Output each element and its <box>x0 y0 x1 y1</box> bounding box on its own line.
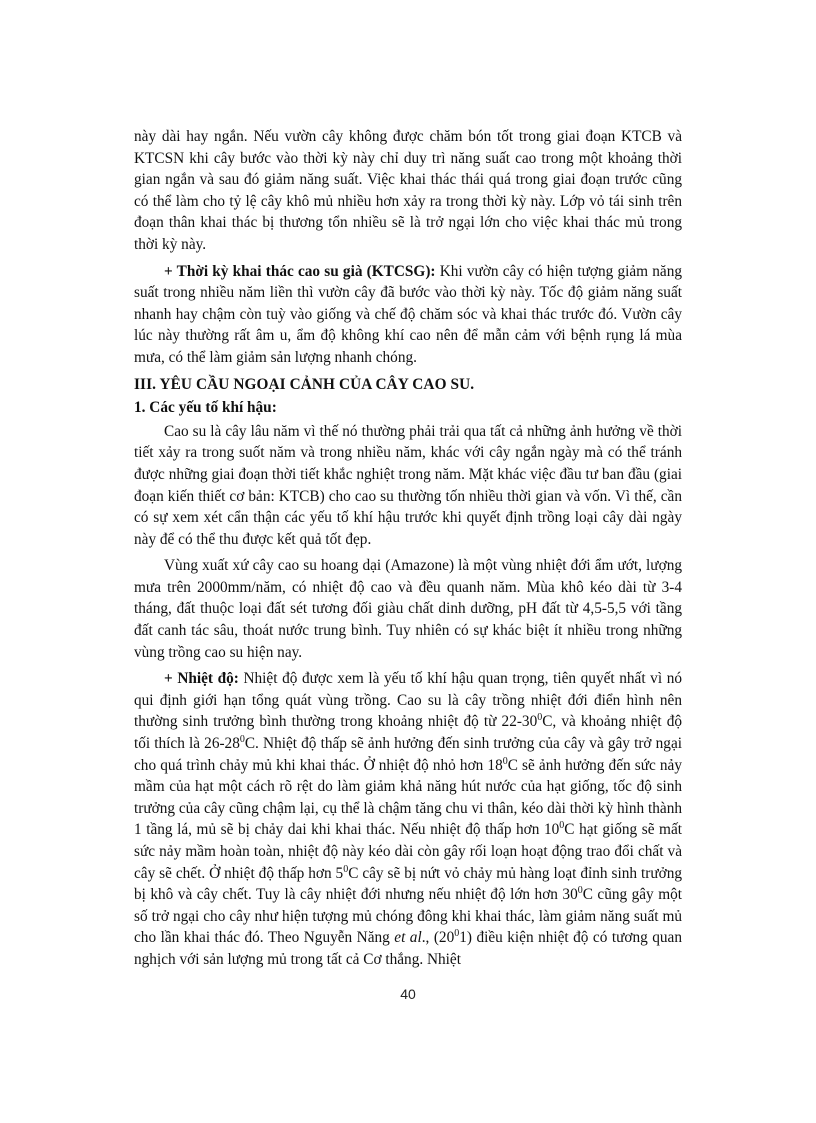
subsection-heading: 1. Các yếu tố khí hậu: <box>134 399 277 417</box>
degree-sup: 0 <box>502 755 508 767</box>
section-heading: III. YÊU CẦU NGOẠI CẢNH CỦA CÂY CAO SU. <box>134 375 475 393</box>
paragraph-climate: Cao su là cây lâu năm vì thế nó thường phải trải qua tất cả những ảnh hưởng về thời tiết xảy ra trong suốt năm và trong nhiều năm, khác với cây ngắn ngày mà có thể tránh được những giai đoạn thời tiết khắc nghiệt trong năm. Mặt khác việc đầu tư ban đầu (giai đoạn kiến thiết cơ bản: KTCB) cho cao su thường tốn nhiều thời gian và vốn. Vì thế, cần có sự xem xét cẩn thận các yếu tố khí hậu trước khi quyết định trồng loại cây dài ngày này để có thể thu được kết quả tốt đẹp. <box>134 422 682 548</box>
paragraph-origin: Vùng xuất xứ cây cao su hoang dại (Amazone) là một vùng nhiệt đới ẩm ướt, lượng mưa trên 2000mm/năm, có nhiệt độ cao và đều quanh năm. Mùa khô kéo dài từ 3-4 tháng, đất thuộc loại đất sét tương đối giàu chất dinh dưỡng, pH đất từ 4,5-5,5 với tầng đất canh tác sâu, thoát nước trung bình. Tuy nhiên có sự khác biệt ít nhiều trong những vùng trồng cao su hiện nay. <box>134 557 682 661</box>
degree-sup: 0 <box>559 820 565 832</box>
et-al: et al <box>394 929 422 947</box>
paragraph-ktcsg <box>134 261 682 369</box>
year-sup: 0 <box>454 928 460 940</box>
paragraph-lead: + Thời kỳ khai thác cao su già (KTCSG): <box>164 262 436 280</box>
paragraph-temperature: + Nhiệt độ: Nhiệt độ được xem là yếu tố khí hậu quan trọng, tiên quyết nhất vì nó qui định giới hạn tổng quát vùng trồng. Cao su là cây trồng nhiệt đới điển hình nên thường sinh trưởng bình thường trong khoảng nhiệt độ từ $22-30^0C$, và khoảng nhiệt độ tối thích là $26-28^0C$. Nhiệt độ thấp sẽ ảnh hưởng đến sinh trưởng của cây và gây trở ngại cho quá trình chảy mủ khi khai thác. Ở nhiệt độ nhỏ hơn $18^0C$ sẽ ảnh hưởng đến sức nảy mầm của hạt một cách rõ rệt do làm giảm khả năng hút nước của hạt giống, tốc độ sinh trưởng của cây cũng chậm lại, cụ thể là chậm tăng chu vi thân, kéo dài thời kỳ hình thành 1 tầng lá, mủ sẽ bị chảy dai khi khai thác. Nếu nhiệt độ thấp hơn $10^0C$ hạt giống sẽ mất sức nảy mầm hoàn toàn, nhiệt độ này kéo dài còn gây rối loạn hoạt động trao đổi chất và cây sẽ chết. Ở nhiệt độ thấp hơn $5^0C$ cây sẽ bị nứt vỏ chảy mủ hàng loạt đỉnh sinh trưởng bị khô và cây chết. Tuy là cây nhiệt đới nhưng nếu nhiệt độ lớn hơn $30^0C$ cũng gây một số trở ngại cho cây như hiện tượng mủ chóng đông khi khai thác, làm giảm năng suất mủ cho lần khai thác đó. Theo Nguyễn Năng et al., $(20^01)$ điều kiện nhiệt độ có tương quan nghịch với sản lượng mủ trong tất cả Cơ thắng. Nhiệt <box>134 670 682 968</box>
document-page <box>134 126 682 976</box>
degree-sup: 0 <box>537 712 543 724</box>
degree-sup: 0 <box>577 885 583 897</box>
paragraph-lead: + Nhiệt độ: <box>164 670 239 688</box>
degree-sup: 0 <box>343 863 349 875</box>
paragraph-text: Khi vườn cây có hiện tượng giảm năng suất trong nhiều năm liền thì vườn cây đã bước vào thời kỳ này. Tốc độ giảm năng suất nhanh hay chậm còn tuỳ vào giống và chế độ chăm sóc và khai thác trước đó. Vườn cây lúc này thường rất âm u, ẩm độ không khí cao nên để mẫn cảm với bệnh rụng lá mùa mưa, có thể làm giảm sản lượng nhanh chóng. <box>134 262 682 366</box>
degree-sup: 0 <box>239 733 245 745</box>
paragraph-continuation: này dài hay ngắn. Nếu vườn cây không được chăm bón tốt trong giai đoạn KTCB và KTCSN khi cây bước vào thời kỳ này chỉ duy trì năng suất cao trong một khoảng thời gian ngắn và sau đó giảm năng suất. Việc khai thác thái quá trong giai đoạn trước cũng có thể làm cho tỷ lệ cây khô mủ nhiều hơn xảy ra trong thời kỳ này. Lớp vỏ tái sinh trên đoạn thân khai thác bị thương tổn nhiều sẽ là trở ngại lớn cho việc khai thác mủ trong thời kỳ này. <box>134 128 682 253</box>
page-number: 40 <box>400 986 416 1002</box>
